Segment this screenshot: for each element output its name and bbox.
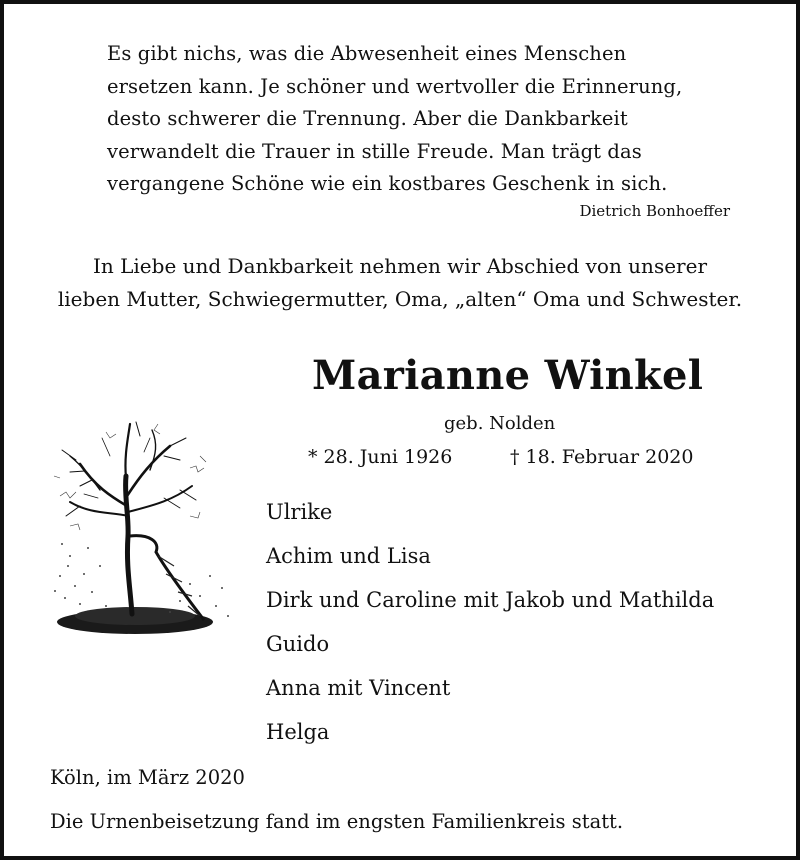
quote-line: Es gibt nichs, was die Abwesenheit eines Menschen (107, 42, 627, 65)
tree-illustration-icon (40, 416, 240, 648)
quote-author: Dietrich Bonhoeffer (579, 202, 730, 220)
quote-line: desto schwerer die Trennung. Aber die Dankbarkeit (107, 107, 628, 130)
quote-line: ersetzen kann. Je schöner und wertvoller die Erinnerung, (107, 74, 683, 98)
intro-text (4, 250, 796, 316)
deceased-name: Marianne Winkel (312, 352, 704, 399)
mourner-name: Dirk und Caroline mit Jakob und Mathilda (266, 588, 715, 612)
mourner-name: Helga (266, 720, 330, 744)
burial-note: Die Urnenbeisetzung fand im engsten Familienkreis statt. (50, 810, 624, 833)
mourner-name: Guido (266, 632, 330, 656)
quote-line: verwandelt die Trauer in stille Freude. Man trägt das (107, 139, 642, 163)
quote-block (107, 38, 727, 201)
mourner-name: Achim und Lisa (266, 544, 431, 568)
mourners-list (266, 490, 786, 754)
birth-name: geb. Nolden (444, 413, 556, 434)
mourner-name: Anna mit Vincent (266, 676, 451, 700)
death-date: † 18. Februar 2020 (510, 446, 694, 468)
intro-line: In Liebe und Dankbarkeit nehmen wir Abschied von unserer (92, 254, 707, 278)
mourner-name: Ulrike (266, 500, 333, 524)
quote-line: vergangene Schöne wie ein kostbares Geschenk in sich. (107, 172, 668, 195)
birth-date: * 28. Juni 1926 (308, 446, 453, 468)
intro-line: lieben Mutter, Schwiegermutter, Oma, „alten“ Oma und Schwester. (57, 287, 743, 311)
place-date: Köln, im März 2020 (50, 766, 245, 789)
